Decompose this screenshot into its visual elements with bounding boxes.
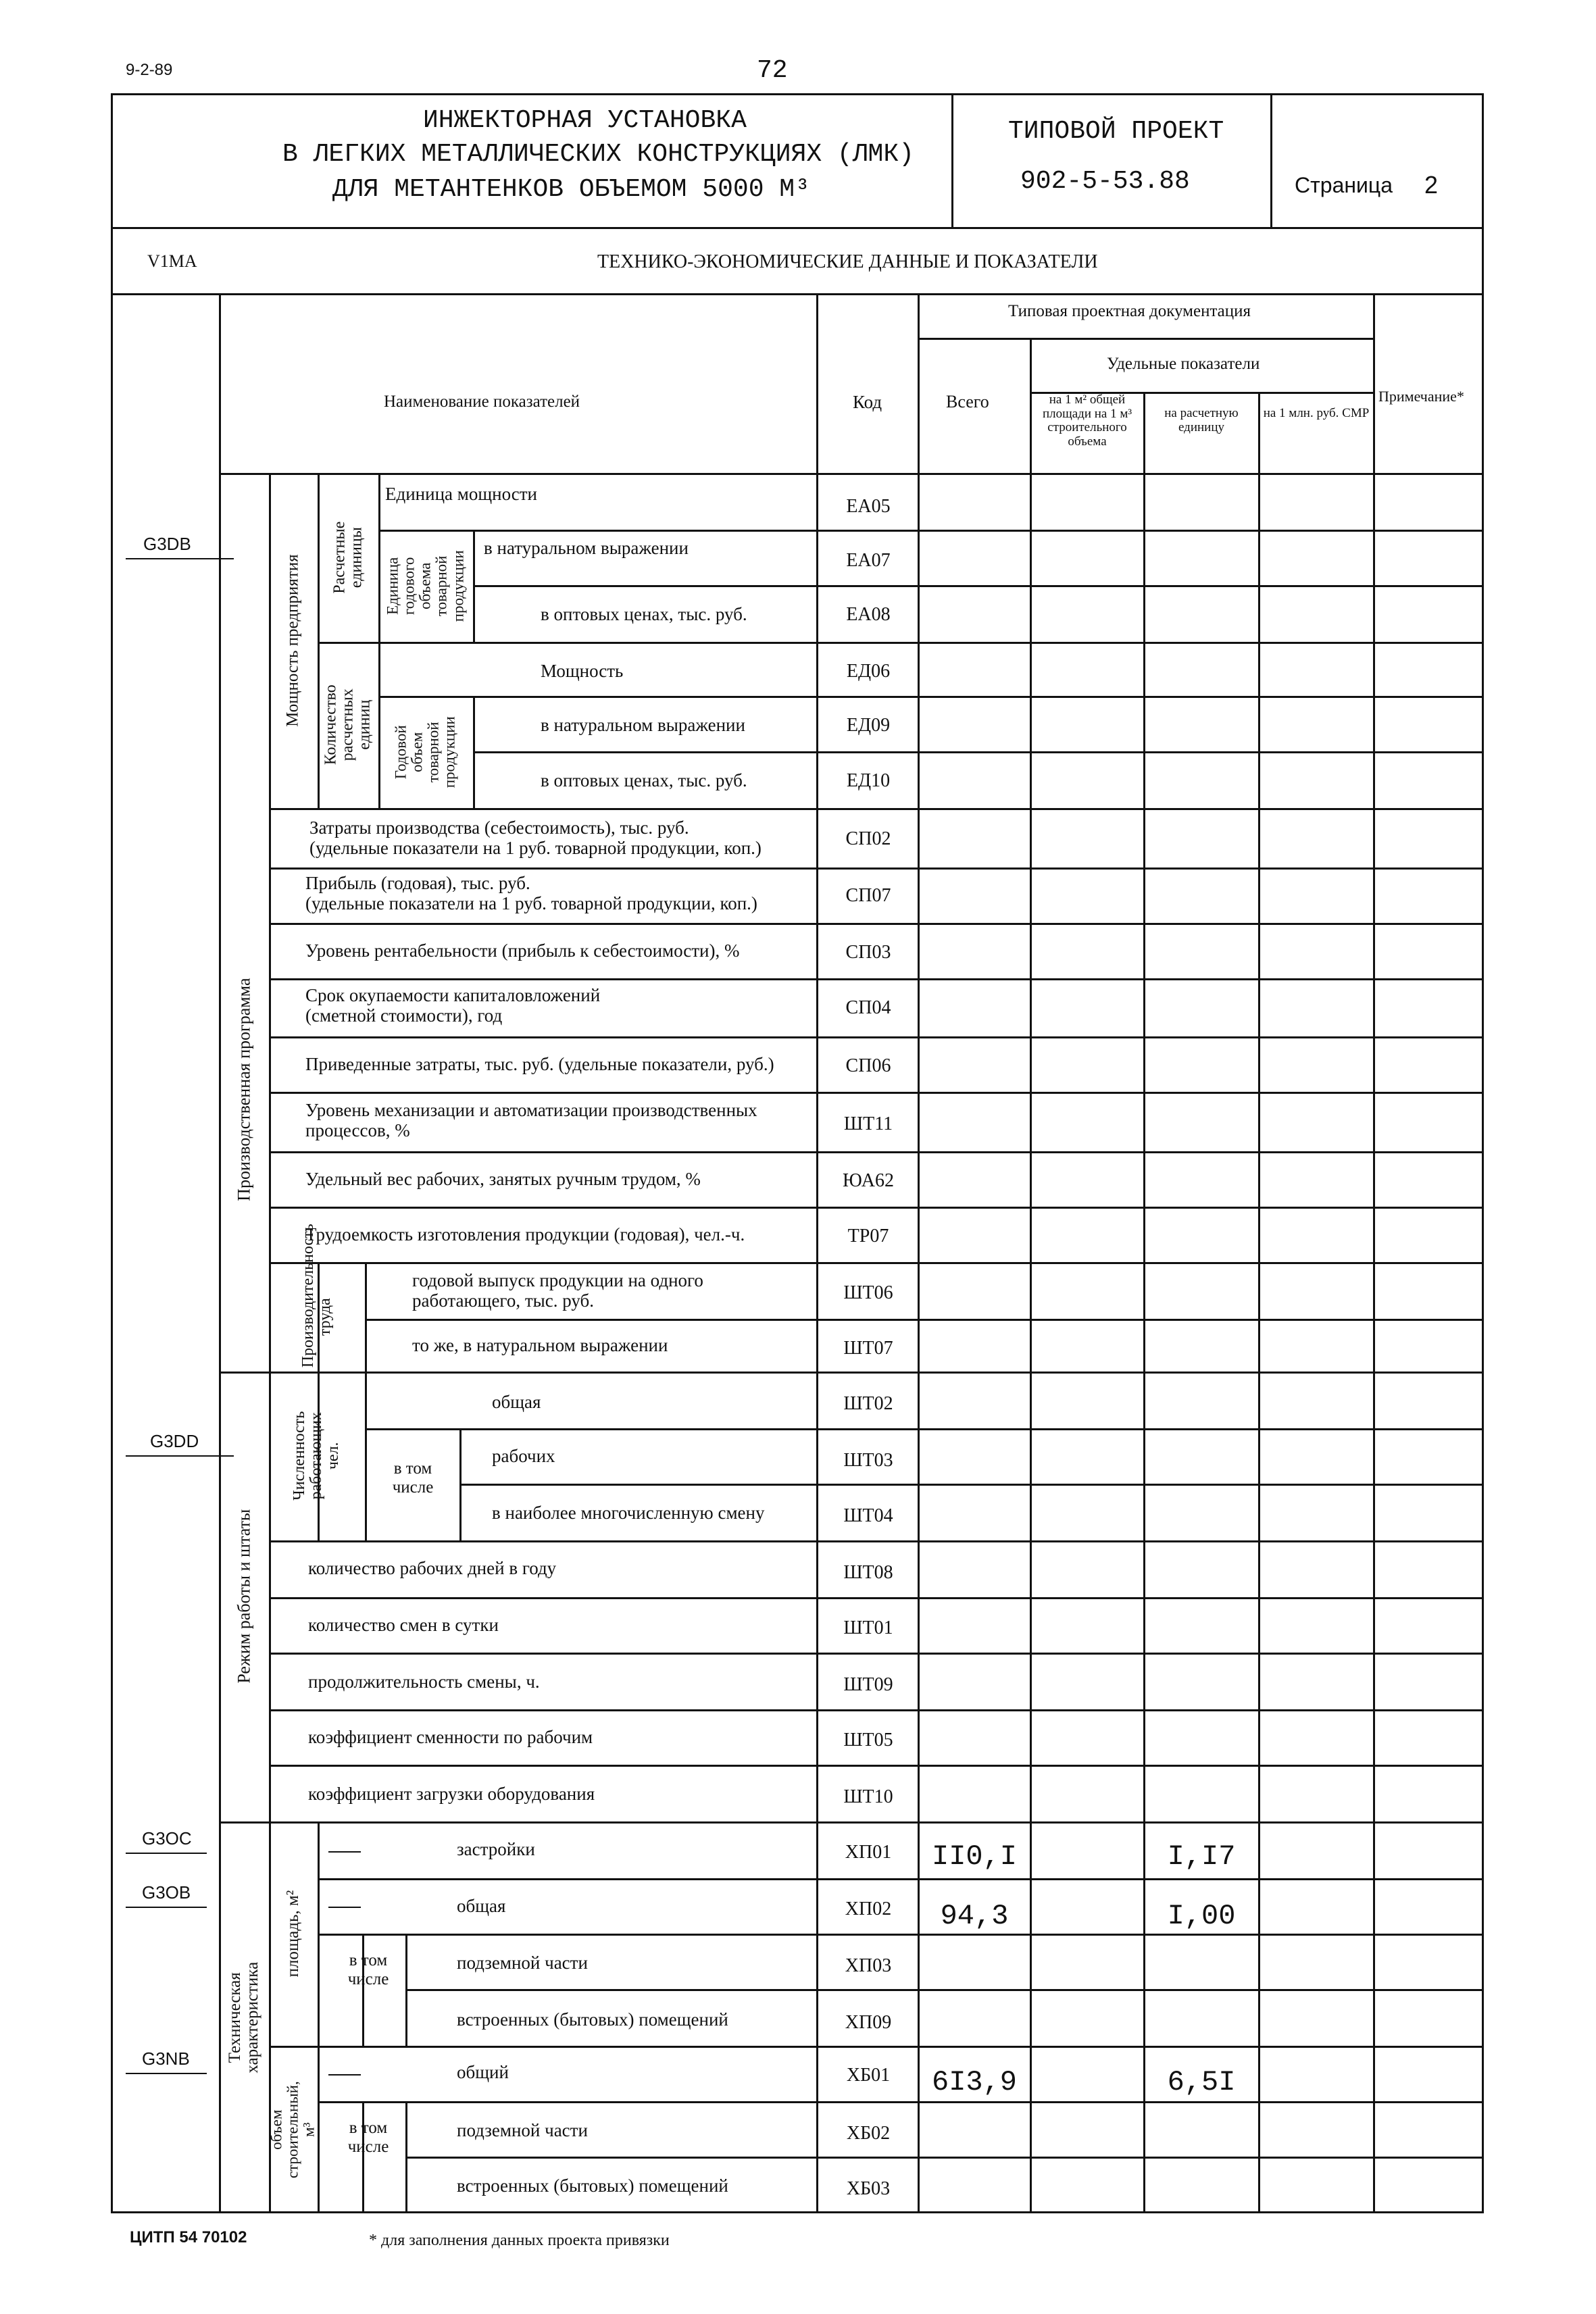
row-code-ed09: ЕД09 xyxy=(846,715,891,736)
group-productivity: Производительность труда xyxy=(299,1224,334,1367)
page-value: 2 xyxy=(1424,171,1439,199)
row-label-sp03: Уровень рентабельности (прибыль к себестоимости), % xyxy=(305,940,740,961)
row-code-hb02: ХБ02 xyxy=(846,2123,891,2144)
row-label-sp06: Приведенные затраты, тыс. руб. (удельные показатели, руб.) xyxy=(305,1054,774,1074)
col-total-header: Всего xyxy=(946,392,989,411)
col-note-header: Примечание* xyxy=(1378,388,1464,405)
row-label-sp02-a: Затраты производства (себестоимость), тыс. руб. xyxy=(309,818,689,838)
row-label-sp04-b: (сметной стоимости), год xyxy=(305,1005,503,1026)
row-code-ea07: ЕА07 xyxy=(846,550,891,571)
group-annual-goods: Годовой объем товарной продукции xyxy=(392,716,459,788)
volume-incl: в том числе xyxy=(347,2119,389,2156)
row-code-sp03: СП03 xyxy=(845,942,891,963)
col-doc-header: Типовая проектная документация xyxy=(1008,302,1251,320)
row-code-hb01: ХБ01 xyxy=(846,2065,891,2086)
row-label-sht03: рабочих xyxy=(492,1446,555,1466)
col-code-header: Код xyxy=(853,392,882,412)
row-label-ed09: в натуральном выражении xyxy=(541,715,745,735)
row-code-sht08: ШТ08 xyxy=(843,1562,893,1583)
row-label-sht05: коэффициент сменности по рабочим xyxy=(308,1727,593,1747)
row-label-sp07-a: Прибыль (годовая), тыс. руб. xyxy=(305,873,530,893)
row-label-sp04-a: Срок окупаемости капиталовложений xyxy=(305,985,601,1005)
hb01-total: 6I3,9 xyxy=(931,2066,1018,2098)
date-stamp: 9-2-89 xyxy=(126,61,173,79)
row-label-tr07: Трудоемкость изготовления продукции (годовая), чел.-ч. xyxy=(305,1224,745,1244)
row-label-sht08: количество рабочих дней в году xyxy=(308,1558,557,1578)
row-code-ed10: ЕД10 xyxy=(846,770,891,791)
project-number: 902-5-53.88 xyxy=(1020,167,1190,196)
row-label-hb01: общий xyxy=(457,2062,509,2082)
row-code-sht09: ШТ09 xyxy=(843,1674,893,1695)
row-code-tr07: ТР07 xyxy=(847,1226,889,1247)
hp02-per-unit: I,00 xyxy=(1167,1900,1236,1932)
row-code-sht04: ШТ04 xyxy=(843,1505,893,1526)
row-code-hb03: ХБ03 xyxy=(846,2178,891,2199)
group-regime: Режим работы и штаты xyxy=(234,1509,254,1684)
row-label-hb03: встроенных (бытовых) помещений xyxy=(457,2175,728,2196)
row-label-sht01: количество смен в сутки xyxy=(308,1615,499,1635)
footer-code: ЦИТП 54 70102 xyxy=(130,2228,247,2246)
title-line-2: В ЛЕГКИХ МЕТАЛЛИЧЕСКИХ КОНСТРУКЦИЯХ (ЛМК) xyxy=(282,140,914,169)
row-label-ea05: Единица мощности xyxy=(385,484,537,504)
row-label-sht02: общая xyxy=(492,1392,541,1412)
staff-incl: в том числе xyxy=(392,1459,434,1496)
row-code-sht02: ШТ02 xyxy=(843,1393,893,1414)
col-sub1-header: на 1 м² общей площади на 1 м³ строительного объема xyxy=(1042,393,1132,449)
row-label-hp01: застройки xyxy=(457,1839,535,1859)
row-label-ed10: в оптовых ценах, тыс. руб. xyxy=(541,770,747,790)
group-power: Мощность предприятия xyxy=(283,554,302,727)
group-prod-program: Производственная программа xyxy=(234,978,254,1202)
group-tech: Техническая характеристика xyxy=(225,1961,261,2073)
row-label-sht11-b: процессов, % xyxy=(305,1120,410,1140)
row-code-sht05: ШТ05 xyxy=(843,1730,893,1751)
row-code-sp04: СП04 xyxy=(845,997,891,1018)
row-code-ed06: ЕД06 xyxy=(846,661,891,682)
col-sub2-header: на расчетную единицу xyxy=(1164,406,1239,434)
row-code-sht11: ШТ11 xyxy=(843,1113,893,1134)
group-code-g3db: G3DB xyxy=(143,534,191,554)
row-label-ea08: в оптовых ценах, тыс. руб. xyxy=(541,604,747,624)
hp02-total: 94,3 xyxy=(940,1900,1009,1932)
row-code-sht01: ШТ01 xyxy=(843,1617,893,1638)
row-code-ea08: ЕА08 xyxy=(846,604,891,625)
group-staff: Численность работающих чел. xyxy=(291,1411,343,1501)
col-specific-header: Удельные показатели xyxy=(1107,355,1260,373)
col-name-header: Наименование показателей xyxy=(384,393,580,411)
section-code: V1MA xyxy=(147,251,197,271)
row-code-sp02: СП02 xyxy=(845,828,891,849)
row-code-hp02: ХП02 xyxy=(845,1898,892,1919)
row-label-sht11-a: Уровень механизации и автоматизации производственных xyxy=(305,1100,757,1120)
row-label-yua62: Удельный вес рабочих, занятых ручным трудом, % xyxy=(305,1169,701,1189)
area-incl: в том числе xyxy=(347,1951,389,1988)
row-code-yua62: ЮА62 xyxy=(843,1170,894,1191)
group-area: площадь, м² xyxy=(283,1890,302,1978)
row-label-hp09: встроенных (бытовых) помещений xyxy=(457,2009,728,2030)
group-calc-units: Расчетные единицы xyxy=(330,521,366,594)
page-number: 72 xyxy=(757,56,788,85)
row-code-sht07: ШТ07 xyxy=(843,1338,893,1359)
footer-note: * для заполнения данных проекта привязки xyxy=(369,2232,670,2249)
row-label-sht06-a: годовой выпуск продукции на одного xyxy=(412,1270,703,1290)
row-code-hp03: ХП03 xyxy=(845,1955,892,1976)
title-line-1: ИНЖЕКТОРНАЯ УСТАНОВКА xyxy=(423,106,747,135)
row-code-sht06: ШТ06 xyxy=(843,1282,893,1303)
row-code-hp09: ХП09 xyxy=(845,2012,892,2033)
hp01-per-unit: I,I7 xyxy=(1167,1840,1236,1873)
row-code-sht10: ШТ10 xyxy=(843,1786,893,1807)
group-count-units: Количество расчетных единиц xyxy=(322,684,374,765)
row-label-ea07: в натуральном выражении xyxy=(484,538,689,558)
col-sub3-header: на 1 млн. руб. СМР xyxy=(1263,406,1370,420)
page-label: Страница xyxy=(1295,173,1393,197)
row-label-hb02: подземной части xyxy=(457,2120,588,2140)
row-label-sht07: то же, в натуральном выражении xyxy=(412,1335,668,1355)
row-code-hp01: ХП01 xyxy=(845,1842,892,1863)
title-line-3: ДЛЯ МЕТАНТЕНКОВ ОБЪЕМОМ 5000 М³ xyxy=(332,175,810,204)
group-code-g3dd: G3DD xyxy=(150,1431,199,1451)
hb01-per-unit: 6,5I xyxy=(1167,2066,1236,2098)
row-code-sht03: ШТ03 xyxy=(843,1450,893,1471)
group-code-g3nb: G3NB xyxy=(142,2048,190,2069)
group-code-g3oc: G3OC xyxy=(142,1828,192,1848)
row-code-sp07: СП07 xyxy=(845,885,891,906)
row-label-hp02: общая xyxy=(457,1896,506,1916)
row-label-sht10: коэффициент загрузки оборудования xyxy=(308,1784,595,1804)
row-label-sht06-b: работающего, тыс. руб. xyxy=(412,1290,595,1311)
group-volume: объем строительный, м³ xyxy=(268,2081,318,2178)
row-code-ea05: ЕА05 xyxy=(846,496,891,517)
row-label-sp02-b: (удельные показатели на 1 руб. товарной продукции, коп.) xyxy=(309,838,762,858)
group-unit-goods: Единица годового объема товарной продукции xyxy=(384,550,467,622)
row-label-ed06: Мощность xyxy=(541,661,624,681)
hp01-total: II0,I xyxy=(931,1840,1018,1873)
row-label-sht04: в наиболее многочисленную смену xyxy=(492,1503,765,1523)
group-code-g3ob: G3OB xyxy=(142,1882,191,1903)
row-code-sp06: СП06 xyxy=(845,1055,891,1076)
row-label-sht09: продолжительность смены, ч. xyxy=(308,1671,540,1692)
row-label-sp07-b: (удельные показатели на 1 руб. товарной продукции, коп.) xyxy=(305,893,757,913)
section-title: ТЕХНИКО-ЭКОНОМИЧЕСКИЕ ДАННЫЕ И ПОКАЗАТЕЛИ xyxy=(597,251,1098,272)
project-label: ТИПОВОЙ ПРОЕКТ xyxy=(1008,117,1224,146)
row-label-hp03: подземной части xyxy=(457,1953,588,1973)
